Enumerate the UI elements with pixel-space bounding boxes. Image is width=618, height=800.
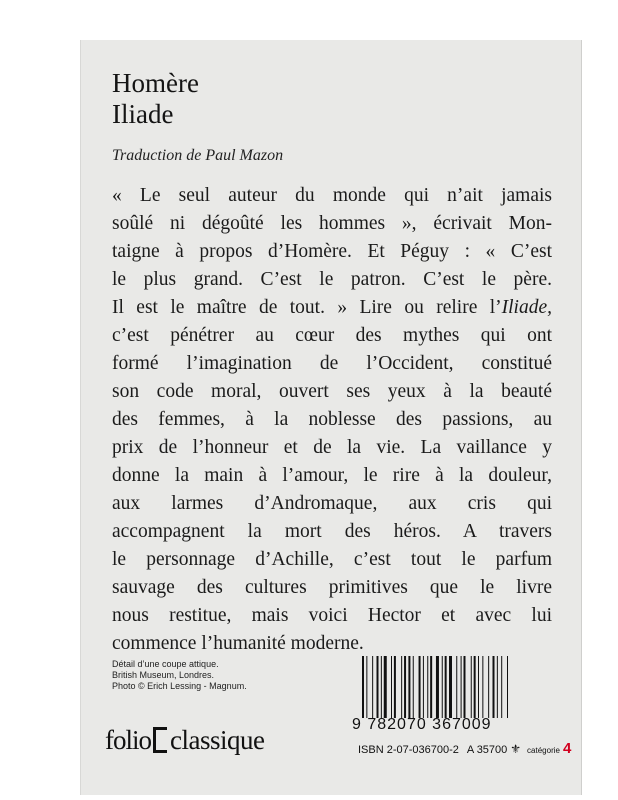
credit-line: Photo © Erich Lessing - Magnum. [112,681,247,691]
image-credit [112,659,247,692]
blurb-line: donne la main à l’amour, le rire à la douleur, [112,465,552,486]
blurb-line: soûlé ni dégoûté les hommes », écrivait Mon- [112,213,552,234]
reference-code: A 35700 [466,744,508,756]
blurb-line: le personnage d’Achille, c’est tout le parfum [112,549,552,570]
blurb-line: nous restitue, mais voici Hector et avec lui [112,605,552,626]
credit-line: Détail d’une coupe attique. [112,659,219,669]
book-title: Iliade [112,99,174,129]
blurb-italic-title: Iliade, [501,297,552,318]
blurb-line [112,294,552,322]
blurb-line: prix de l’honneur et de la vie. La vaillance y [112,437,552,458]
blurb-line: le plus grand. C’est le patron. C’est le père. [112,269,552,290]
heraldic-mark-icon: ⚜ [510,742,522,756]
logo-classique-text: classique [170,724,265,755]
credit-line: British Museum, Londres. [112,670,215,680]
blurb-line: aux larmes d’Andromaque, aux cris qui [112,493,552,514]
barcode-icon [362,656,548,718]
blurb-line: commence l’humanité moderne. [112,633,364,654]
blurb-line: formé l’imagination de l’Occident, constitué [112,353,552,374]
category-label: catégorie [527,746,560,755]
logo-folio-text: folio [105,724,151,755]
blurb-line: c’est pénétrer au cœur des mythes qui ont [112,325,552,346]
author-name: Homère [112,68,199,98]
blurb-line: des femmes, à la noblesse des passions, au [112,409,552,430]
blurb-line: taigne à propos d’Homère. Et Péguy : « C’est [112,241,552,262]
isbn-row [358,740,571,757]
blurb-line: « Le seul auteur du monde qui n’ait jamais [112,185,552,206]
translator-credit: Traduction de Paul Mazon [112,147,284,164]
isbn-number: ISBN 2-07-036700-2 [358,744,459,756]
barcode-digits: 9 782070 367009 [352,716,492,733]
blurb-text: Il est le maître de tout. » Lire ou relire l’ [112,297,502,318]
blurb-paragraph [112,182,552,658]
blurb-line: sauvage des cultures primitives que le livre [112,577,552,598]
category-number: 4 [562,740,572,757]
folio-classique-logo [105,722,264,758]
blurb-line: son code moral, ouvert ses yeux à la beauté [112,381,552,402]
folio-frame-icon [153,727,167,753]
blurb-line: accompagnent la mort des héros. A travers [112,521,552,542]
